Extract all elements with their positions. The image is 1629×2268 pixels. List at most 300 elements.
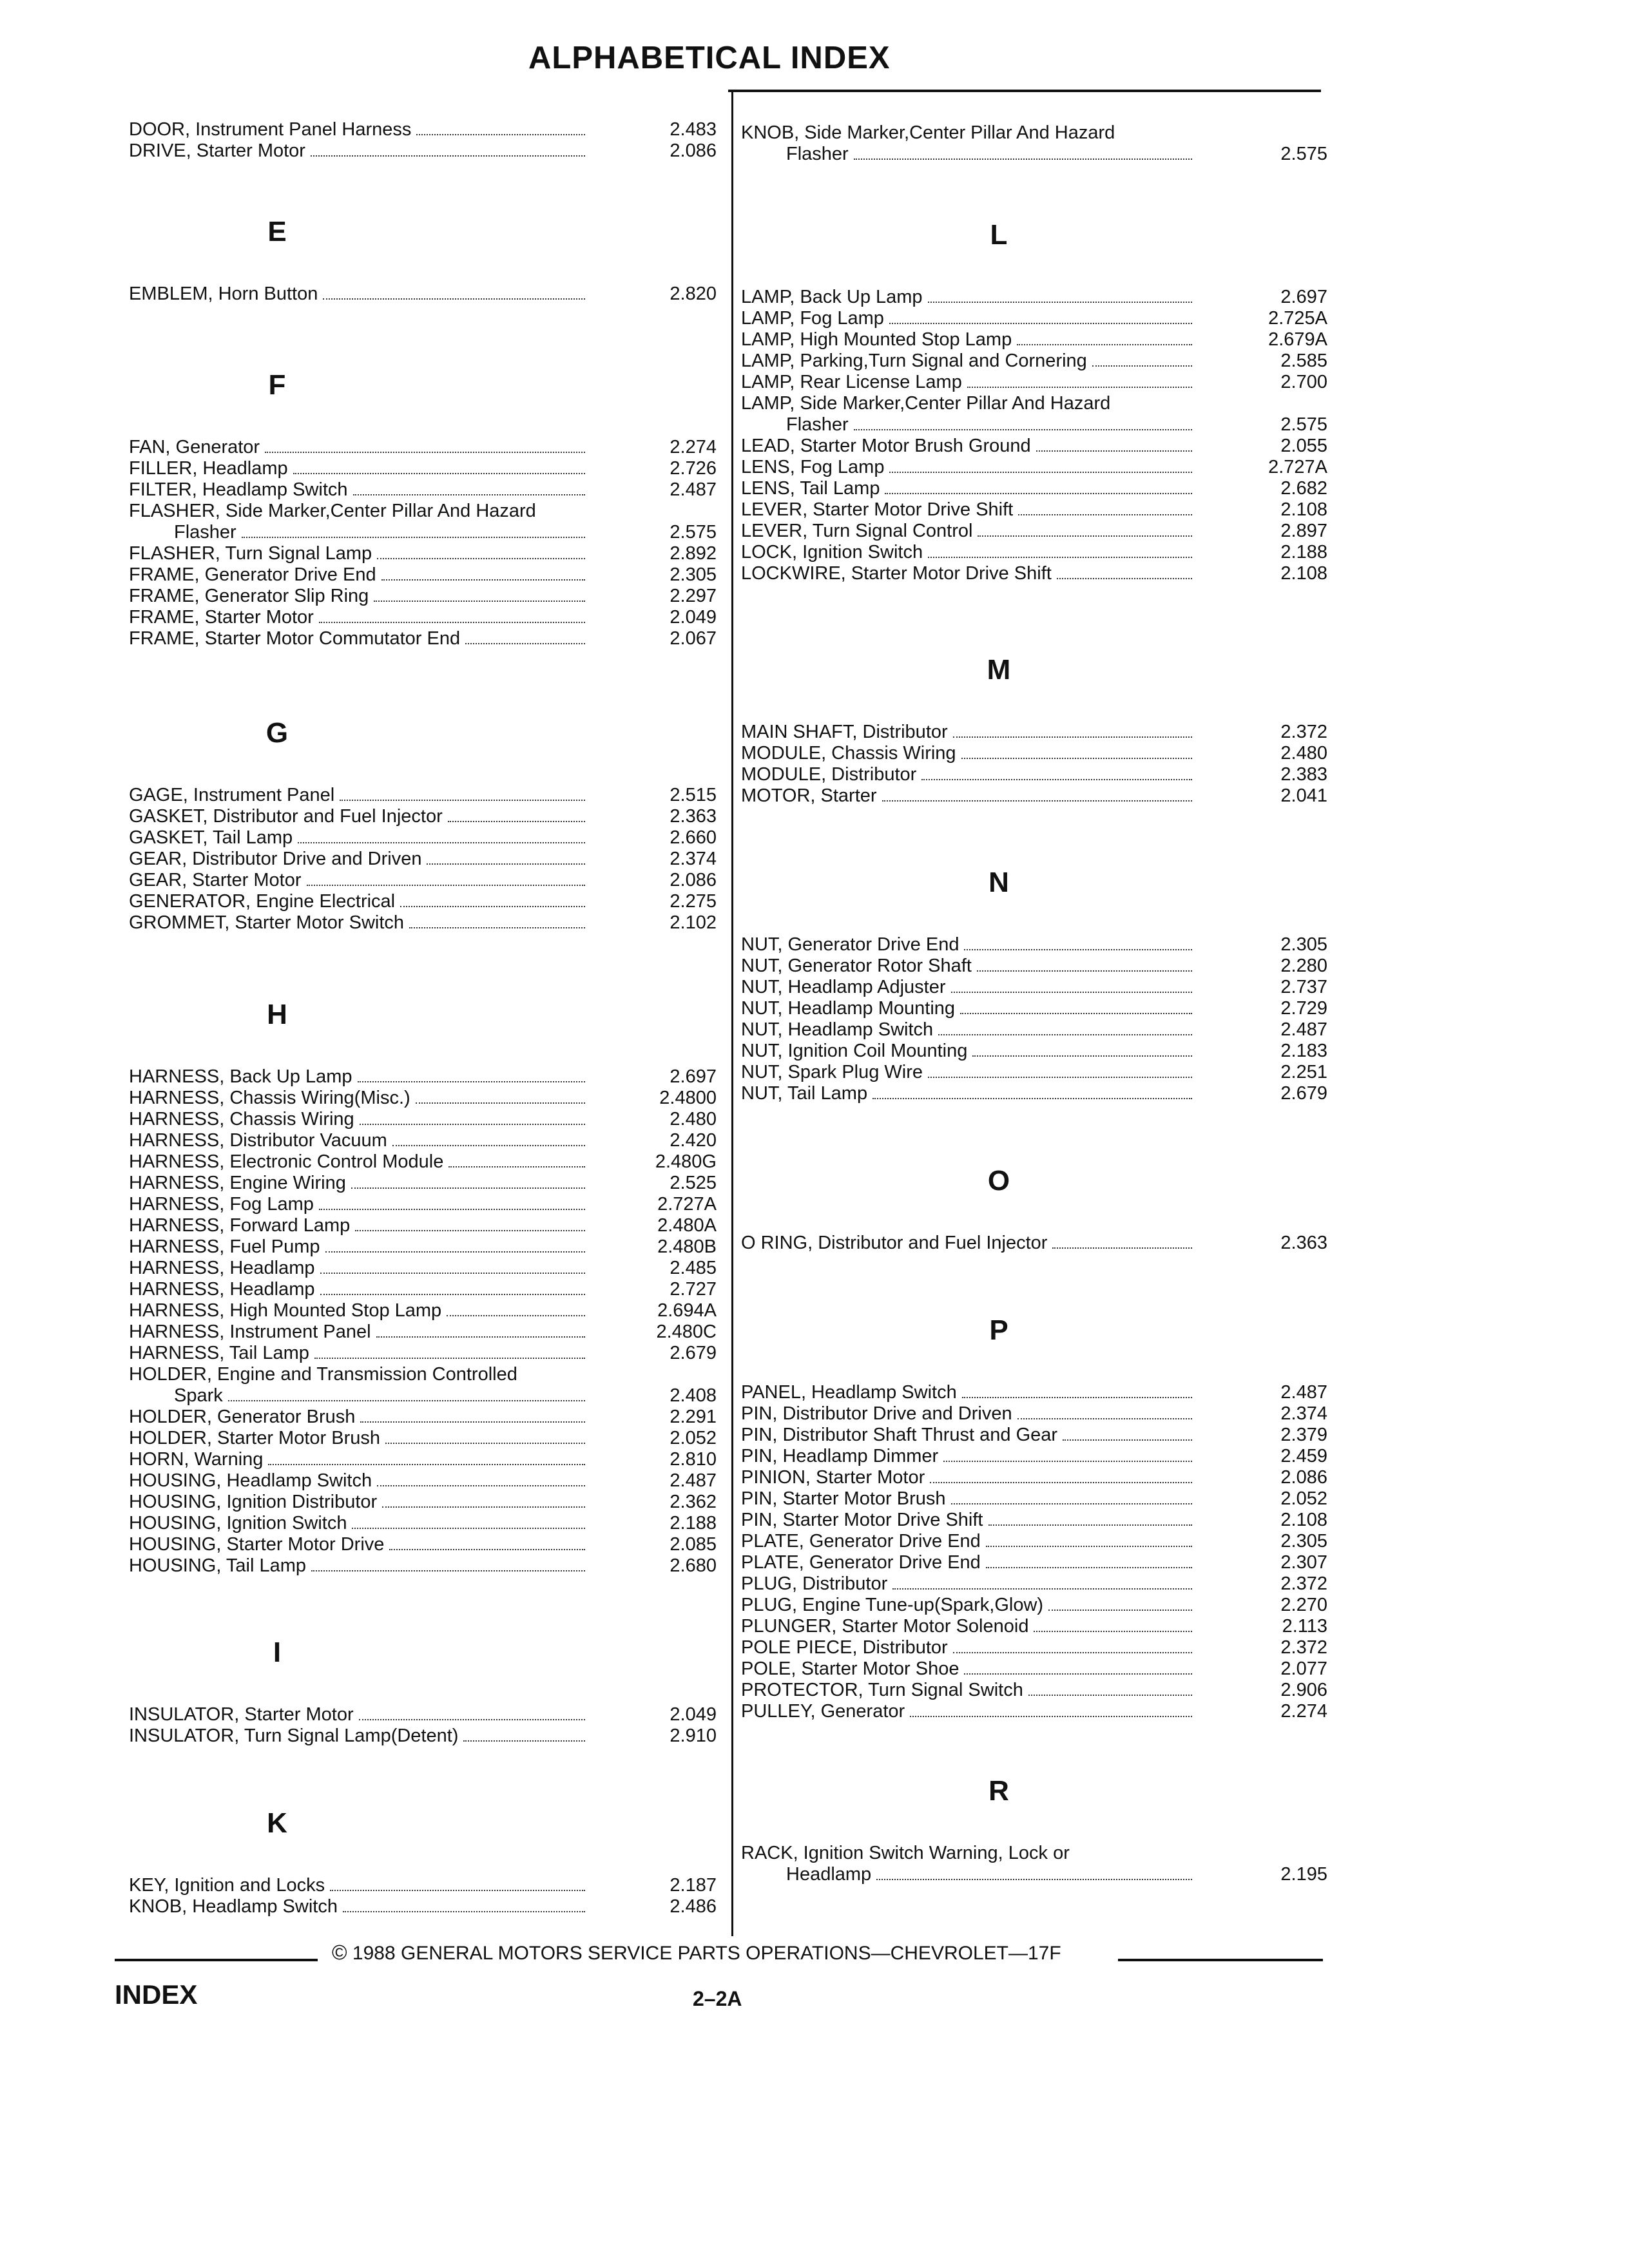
leader-dots bbox=[307, 885, 585, 886]
entry-text: PIN, Headlamp Dimmer bbox=[741, 1446, 939, 1466]
entry-page-number: 2.910 bbox=[670, 1725, 717, 1746]
index-entry bbox=[741, 998, 1327, 1019]
section-letter: G bbox=[265, 717, 289, 749]
entry-text: POLE PIECE, Distributor bbox=[741, 1637, 948, 1658]
leader-dots bbox=[962, 1397, 1192, 1398]
index-entry bbox=[129, 119, 717, 140]
entry-page-number: 2.575 bbox=[1280, 144, 1327, 164]
footer-copyright bbox=[332, 1941, 1061, 1965]
leader-dots bbox=[242, 537, 585, 538]
index-section bbox=[129, 1633, 717, 1747]
entry-text-continued: Spark bbox=[174, 1385, 223, 1406]
leader-dots bbox=[352, 1528, 585, 1529]
entry-page-number: 2.694A bbox=[657, 1300, 717, 1321]
leader-dots bbox=[986, 1546, 1192, 1547]
entry-text: HARNESS, Electronic Control Module bbox=[129, 1151, 444, 1172]
entry-text: PIN, Starter Motor Brush bbox=[741, 1488, 946, 1509]
index-entry bbox=[129, 1194, 717, 1215]
index-entry bbox=[129, 1130, 717, 1151]
index-entry bbox=[129, 140, 717, 162]
entry-text: PROTECTOR, Turn Signal Switch bbox=[741, 1680, 1023, 1700]
entry-text: FLASHER, Turn Signal Lamp bbox=[129, 543, 372, 564]
entry-page-number: 2.700 bbox=[1280, 372, 1327, 392]
leader-dots bbox=[1092, 365, 1192, 367]
index-entry bbox=[129, 1364, 717, 1407]
entry-text: DOOR, Instrument Panel Harness bbox=[129, 119, 412, 140]
leader-dots bbox=[374, 601, 585, 602]
entry-page-number: 2.305 bbox=[1280, 934, 1327, 955]
footer-page-number: 2–2A bbox=[693, 1987, 742, 2010]
entry-text: PANEL, Headlamp Switch bbox=[741, 1382, 957, 1403]
entry-page-number: 2.188 bbox=[1280, 542, 1327, 562]
entry-text: LENS, Fog Lamp bbox=[741, 457, 885, 477]
leader-dots bbox=[889, 472, 1192, 473]
leader-dots bbox=[938, 1034, 1192, 1035]
entry-page-number: 2.697 bbox=[1280, 287, 1327, 307]
entry-text: FAN, Generator bbox=[129, 437, 260, 457]
entry-text: PLATE, Generator Drive End bbox=[741, 1531, 981, 1552]
entry-text-continued: Flasher bbox=[786, 144, 849, 164]
index-entry bbox=[129, 479, 717, 501]
entry-text: MAIN SHAFT, Distributor bbox=[741, 722, 948, 742]
index-entry bbox=[741, 1446, 1327, 1467]
index-entry bbox=[129, 543, 717, 564]
entry-text: NUT, Tail Lamp bbox=[741, 1083, 868, 1104]
leader-dots bbox=[1028, 1695, 1192, 1696]
section-letter: F bbox=[268, 369, 286, 401]
entry-page-number: 2.487 bbox=[670, 1470, 717, 1491]
leader-dots bbox=[953, 1652, 1192, 1653]
leader-dots bbox=[340, 800, 585, 801]
entry-text: LAMP, Back Up Lamp bbox=[741, 287, 923, 307]
leader-dots bbox=[977, 970, 1192, 972]
leader-dots bbox=[951, 1503, 1193, 1504]
entry-text: HORN, Warning bbox=[129, 1449, 264, 1470]
index-entry bbox=[129, 284, 717, 305]
entry-page-number: 2.575 bbox=[670, 522, 717, 543]
leader-dots bbox=[951, 992, 1192, 993]
entry-page-number: 2.485 bbox=[670, 1258, 717, 1278]
index-entry bbox=[741, 722, 1327, 743]
entry-text: HARNESS, Fog Lamp bbox=[129, 1194, 314, 1215]
entry-text: DRIVE, Starter Motor bbox=[129, 140, 305, 161]
leader-dots bbox=[892, 1588, 1192, 1590]
entry-text: NUT, Generator Drive End bbox=[741, 934, 959, 955]
index-entry bbox=[741, 1467, 1327, 1488]
index-entry bbox=[129, 806, 717, 827]
entry-page-number: 2.275 bbox=[670, 891, 717, 912]
leader-dots bbox=[964, 949, 1192, 950]
entry-page-number: 2.486 bbox=[670, 1896, 717, 1917]
section-letter: I bbox=[273, 1637, 282, 1668]
leader-dots bbox=[343, 1911, 585, 1912]
index-section bbox=[741, 1311, 1327, 1722]
entry-text: NUT, Headlamp Adjuster bbox=[741, 977, 946, 997]
entry-text: KNOB, Side Marker,Center Pillar And Hazard bbox=[741, 122, 1115, 143]
entry-page-number: 2.525 bbox=[670, 1173, 717, 1193]
index-entry bbox=[741, 956, 1327, 977]
leader-dots bbox=[389, 1549, 585, 1550]
entry-text: LEAD, Starter Motor Brush Ground bbox=[741, 436, 1031, 456]
entry-page-number: 2.483 bbox=[670, 119, 717, 140]
entry-page-number: 2.679A bbox=[1268, 329, 1327, 350]
footer-rule-right bbox=[1118, 1959, 1323, 1961]
index-entry bbox=[741, 393, 1327, 436]
index-entry bbox=[741, 457, 1327, 478]
entry-text: HOUSING, Headlamp Switch bbox=[129, 1470, 372, 1491]
entry-page-number: 2.729 bbox=[1280, 998, 1327, 1019]
leader-dots bbox=[382, 1506, 585, 1508]
entry-page-number: 2.274 bbox=[670, 437, 717, 457]
leader-dots bbox=[872, 1098, 1192, 1099]
index-entry bbox=[129, 1343, 717, 1364]
leader-dots bbox=[355, 1230, 585, 1231]
entry-page-number: 2.086 bbox=[670, 140, 717, 161]
entry-page-number: 2.363 bbox=[1280, 1233, 1327, 1253]
leader-dots bbox=[1036, 450, 1192, 452]
index-entry bbox=[741, 743, 1327, 764]
leader-dots bbox=[416, 134, 585, 135]
page-title: ALPHABETICAL INDEX bbox=[528, 41, 891, 75]
leader-dots bbox=[400, 906, 585, 907]
index-entry bbox=[741, 1425, 1327, 1446]
entry-text: HARNESS, Tail Lamp bbox=[129, 1343, 309, 1363]
index-section bbox=[129, 995, 717, 1577]
entry-text: MOTOR, Starter bbox=[741, 785, 877, 806]
leader-dots bbox=[268, 1464, 585, 1465]
index-entry bbox=[741, 1552, 1327, 1573]
leader-dots bbox=[953, 736, 1192, 738]
index-entry bbox=[741, 1403, 1327, 1425]
entry-text: LOCK, Ignition Switch bbox=[741, 542, 923, 562]
index-entry bbox=[129, 1151, 717, 1173]
leader-dots bbox=[928, 557, 1192, 558]
leader-dots bbox=[298, 842, 585, 843]
entry-page-number: 2.725A bbox=[1268, 308, 1327, 329]
index-entry bbox=[741, 542, 1327, 563]
section-letter: O bbox=[987, 1165, 1010, 1196]
leader-dots bbox=[921, 779, 1192, 780]
index-section bbox=[741, 651, 1327, 807]
index-section bbox=[741, 1162, 1327, 1254]
entry-page-number: 2.113 bbox=[1282, 1616, 1327, 1637]
index-entry bbox=[741, 1595, 1327, 1616]
entry-text: HOLDER, Generator Brush bbox=[129, 1407, 356, 1427]
index-entry bbox=[129, 1428, 717, 1449]
index-entry bbox=[741, 1616, 1327, 1637]
section-letter: H bbox=[267, 999, 287, 1030]
entry-page-number: 2.363 bbox=[670, 806, 717, 827]
index-entry bbox=[129, 1896, 717, 1917]
entry-text: FRAME, Generator Slip Ring bbox=[129, 586, 369, 606]
entry-page-number: 2.487 bbox=[1280, 1019, 1327, 1040]
entry-text: PLATE, Generator Drive End bbox=[741, 1552, 981, 1573]
leader-dots bbox=[978, 535, 1192, 537]
index-entry bbox=[741, 1382, 1327, 1403]
index-entry bbox=[129, 1215, 717, 1236]
entry-text: EMBLEM, Horn Button bbox=[129, 284, 318, 304]
leader-dots bbox=[854, 159, 1192, 160]
index-entry bbox=[129, 1555, 717, 1577]
leader-dots bbox=[463, 1740, 585, 1742]
index-entry bbox=[741, 1510, 1327, 1531]
entry-text: HARNESS, Forward Lamp bbox=[129, 1215, 351, 1236]
index-entry bbox=[129, 870, 717, 891]
leader-dots bbox=[1017, 344, 1192, 345]
index-entry bbox=[741, 329, 1327, 351]
entry-page-number: 2.183 bbox=[1280, 1041, 1327, 1061]
index-entry bbox=[129, 458, 717, 479]
leader-dots bbox=[465, 643, 585, 644]
index-section bbox=[129, 119, 717, 162]
section-letter: P bbox=[989, 1314, 1008, 1346]
entry-text: NUT, Headlamp Mounting bbox=[741, 998, 956, 1019]
section-letter: N bbox=[988, 867, 1009, 898]
leader-dots bbox=[319, 622, 585, 623]
entry-text: FRAME, Starter Motor bbox=[129, 607, 314, 628]
entry-text: FLASHER, Side Marker,Center Pillar And Hazard bbox=[129, 501, 536, 521]
entry-page-number: 2.820 bbox=[670, 284, 717, 304]
entry-page-number: 2.362 bbox=[670, 1492, 717, 1512]
entry-text: MODULE, Distributor bbox=[741, 764, 917, 785]
index-entry bbox=[741, 308, 1327, 329]
index-entry bbox=[741, 764, 1327, 785]
entry-page-number: 2.108 bbox=[1280, 563, 1327, 584]
entry-text: HOUSING, Tail Lamp bbox=[129, 1555, 307, 1576]
entry-text: GAGE, Instrument Panel bbox=[129, 785, 335, 805]
leader-dots bbox=[416, 1102, 585, 1104]
leader-dots bbox=[1048, 1610, 1192, 1611]
entry-text: INSULATOR, Turn Signal Lamp(Detent) bbox=[129, 1725, 459, 1746]
entry-text: NUT, Ignition Coil Mounting bbox=[741, 1041, 968, 1061]
index-entry bbox=[129, 1492, 717, 1513]
entry-page-number: 2.055 bbox=[1280, 436, 1327, 456]
index-section bbox=[129, 366, 717, 649]
entry-page-number: 2.383 bbox=[1280, 764, 1327, 785]
leader-dots bbox=[427, 863, 585, 865]
entry-text: HOUSING, Ignition Switch bbox=[129, 1513, 347, 1533]
entry-text: GEAR, Distributor Drive and Driven bbox=[129, 849, 422, 869]
entry-page-number: 2.041 bbox=[1280, 785, 1327, 806]
index-entry bbox=[741, 563, 1327, 584]
entry-page-number: 2.480C bbox=[656, 1321, 717, 1342]
entry-page-number: 2.480 bbox=[1280, 743, 1327, 764]
entry-text: HARNESS, Chassis Wiring(Misc.) bbox=[129, 1088, 410, 1108]
leader-dots bbox=[265, 452, 585, 453]
leader-dots bbox=[988, 1524, 1193, 1526]
entry-page-number: 2.108 bbox=[1280, 1510, 1327, 1530]
entry-page-number: 2.270 bbox=[1280, 1595, 1327, 1615]
entry-text: LAMP, High Mounted Stop Lamp bbox=[741, 329, 1012, 350]
entry-page-number: 2.585 bbox=[1280, 351, 1327, 371]
entry-page-number: 2.906 bbox=[1280, 1680, 1327, 1700]
index-section bbox=[741, 216, 1327, 584]
entry-page-number: 2.291 bbox=[670, 1407, 717, 1427]
entry-page-number: 2.049 bbox=[670, 1704, 717, 1725]
index-entry bbox=[741, 1680, 1327, 1701]
entry-page-number: 2.374 bbox=[670, 849, 717, 869]
index-entry bbox=[129, 1875, 717, 1896]
index-entry bbox=[129, 1704, 717, 1725]
leader-dots bbox=[928, 302, 1192, 303]
index-entry bbox=[129, 785, 717, 806]
index-section bbox=[129, 213, 717, 305]
entry-page-number: 2.195 bbox=[1280, 1864, 1327, 1885]
entry-page-number: 2.679 bbox=[1280, 1083, 1327, 1104]
entry-text: LEVER, Starter Motor Drive Shift bbox=[741, 499, 1014, 520]
entry-page-number: 2.682 bbox=[1280, 478, 1327, 499]
leader-dots bbox=[1018, 514, 1192, 515]
index-entry bbox=[741, 1573, 1327, 1595]
entry-text: HARNESS, High Mounted Stop Lamp bbox=[129, 1300, 442, 1321]
index-entry bbox=[129, 849, 717, 870]
entry-page-number: 2.487 bbox=[1280, 1382, 1327, 1403]
leader-dots bbox=[447, 1315, 585, 1316]
entry-page-number: 2.085 bbox=[670, 1534, 717, 1555]
entry-text: PINION, Starter Motor bbox=[741, 1467, 925, 1488]
leader-dots bbox=[323, 298, 585, 300]
leader-dots bbox=[1017, 1418, 1192, 1419]
leader-dots bbox=[325, 1251, 585, 1253]
leader-dots bbox=[385, 1443, 585, 1444]
leader-dots bbox=[377, 1485, 585, 1486]
entry-text-continued: Flasher bbox=[174, 522, 236, 543]
entry-page-number: 2.297 bbox=[670, 586, 717, 606]
index-section bbox=[741, 863, 1327, 1104]
leader-dots bbox=[376, 1336, 585, 1338]
entry-text: INSULATOR, Starter Motor bbox=[129, 1704, 354, 1725]
index-entry bbox=[741, 934, 1327, 956]
entry-page-number: 2.102 bbox=[670, 912, 717, 933]
entry-page-number: 2.897 bbox=[1280, 521, 1327, 541]
entry-text-continued: Headlamp bbox=[786, 1864, 872, 1885]
index-entry bbox=[129, 827, 717, 849]
leader-dots bbox=[854, 429, 1192, 430]
entry-text: LAMP, Rear License Lamp bbox=[741, 372, 962, 392]
entry-page-number: 2.187 bbox=[670, 1875, 717, 1896]
entry-text: LEVER, Turn Signal Control bbox=[741, 521, 973, 541]
index-entry bbox=[741, 521, 1327, 542]
leader-dots bbox=[928, 1077, 1192, 1078]
leader-dots bbox=[1034, 1631, 1192, 1632]
leader-dots bbox=[360, 1124, 585, 1125]
entry-page-number: 2.188 bbox=[670, 1513, 717, 1533]
entry-page-number: 2.480G bbox=[655, 1151, 717, 1172]
index-entry bbox=[741, 1019, 1327, 1041]
entry-page-number: 2.459 bbox=[1280, 1446, 1327, 1466]
index-entry bbox=[741, 977, 1327, 998]
index-entry bbox=[129, 1470, 717, 1492]
leader-dots bbox=[960, 1013, 1192, 1014]
leader-dots bbox=[359, 1719, 585, 1720]
index-entry bbox=[741, 1041, 1327, 1062]
entry-page-number: 2.727 bbox=[670, 1279, 717, 1300]
entry-page-number: 2.251 bbox=[1280, 1062, 1327, 1082]
index-entry bbox=[129, 1088, 717, 1109]
index-entry bbox=[741, 1233, 1327, 1254]
entry-text: LAMP, Fog Lamp bbox=[741, 308, 884, 329]
index-entry bbox=[129, 607, 717, 628]
index-entry bbox=[129, 1449, 717, 1470]
leader-dots bbox=[1063, 1439, 1192, 1441]
entry-page-number: 2.052 bbox=[670, 1428, 717, 1448]
leader-dots bbox=[320, 1273, 586, 1274]
title-rule bbox=[728, 90, 1321, 92]
entry-text: MODULE, Chassis Wiring bbox=[741, 743, 956, 764]
entry-text: PLUG, Engine Tune-up(Spark,Glow) bbox=[741, 1595, 1044, 1615]
leader-dots bbox=[986, 1567, 1192, 1568]
leader-dots bbox=[311, 155, 585, 157]
entry-page-number: 2.108 bbox=[1280, 499, 1327, 520]
entry-page-number: 2.408 bbox=[670, 1385, 717, 1406]
entry-page-number: 2.727A bbox=[657, 1194, 717, 1215]
entry-text: GASKET, Distributor and Fuel Injector bbox=[129, 806, 443, 827]
entry-page-number: 2.679 bbox=[670, 1343, 717, 1363]
entry-text: FRAME, Starter Motor Commutator End bbox=[129, 628, 461, 649]
index-entry bbox=[129, 1407, 717, 1428]
entry-text: PULLEY, Generator bbox=[741, 1701, 905, 1722]
index-entry bbox=[741, 1658, 1327, 1680]
entry-text: RACK, Ignition Switch Warning, Lock or bbox=[741, 1843, 1070, 1863]
entry-page-number: 2.737 bbox=[1280, 977, 1327, 997]
entry-text: LAMP, Side Marker,Center Pillar And Hazard bbox=[741, 393, 1111, 414]
entry-text: FILLER, Headlamp bbox=[129, 458, 288, 479]
column-divider bbox=[731, 90, 733, 1936]
entry-page-number: 2.372 bbox=[1280, 1637, 1327, 1658]
entry-page-number: 2.307 bbox=[1280, 1552, 1327, 1573]
entry-page-number: 2.280 bbox=[1280, 956, 1327, 976]
entry-text: FRAME, Generator Drive End bbox=[129, 564, 376, 585]
entry-text: LOCKWIRE, Starter Motor Drive Shift bbox=[741, 563, 1052, 584]
index-entry bbox=[129, 891, 717, 912]
entry-page-number: 2.372 bbox=[1280, 1573, 1327, 1594]
entry-page-number: 2.086 bbox=[670, 870, 717, 890]
entry-page-number: 2.077 bbox=[1280, 1658, 1327, 1679]
entry-text: HOLDER, Engine and Transmission Controlled bbox=[129, 1364, 517, 1385]
entry-page-number: 2.892 bbox=[670, 543, 717, 564]
entry-page-number: 2.575 bbox=[1280, 414, 1327, 435]
leader-dots bbox=[377, 558, 585, 559]
entry-text: KEY, Ignition and Locks bbox=[129, 1875, 325, 1896]
leader-dots bbox=[381, 579, 585, 581]
entry-text: HOLDER, Starter Motor Brush bbox=[129, 1428, 380, 1448]
index-section bbox=[129, 714, 717, 934]
index-entry bbox=[741, 1488, 1327, 1510]
leader-dots bbox=[448, 821, 585, 822]
index-entry bbox=[129, 1300, 717, 1321]
entry-text: PIN, Distributor Shaft Thrust and Gear bbox=[741, 1425, 1058, 1445]
index-entry bbox=[129, 1534, 717, 1555]
entry-text: PLUNGER, Starter Motor Solenoid bbox=[741, 1616, 1029, 1637]
entry-page-number: 2.305 bbox=[1280, 1531, 1327, 1552]
entry-page-number: 2.379 bbox=[1280, 1425, 1327, 1445]
entry-page-number: 2.086 bbox=[1280, 1467, 1327, 1488]
index-entry bbox=[129, 1066, 717, 1088]
index-entry bbox=[741, 287, 1327, 308]
entry-page-number: 2.4800 bbox=[659, 1088, 717, 1108]
entry-text: PIN, Starter Motor Drive Shift bbox=[741, 1510, 983, 1530]
footer-section-label: INDEX bbox=[115, 1979, 198, 2010]
entry-page-number: 2.067 bbox=[670, 628, 717, 649]
entry-page-number: 2.727A bbox=[1268, 457, 1327, 477]
entry-text: LENS, Tail Lamp bbox=[741, 478, 880, 499]
entry-text: LAMP, Parking,Turn Signal and Cornering bbox=[741, 351, 1087, 371]
entry-page-number: 2.697 bbox=[670, 1066, 717, 1087]
index-section bbox=[741, 122, 1327, 165]
leader-dots bbox=[353, 494, 585, 495]
entry-page-number: 2.480 bbox=[670, 1109, 717, 1129]
leader-dots bbox=[961, 758, 1192, 759]
